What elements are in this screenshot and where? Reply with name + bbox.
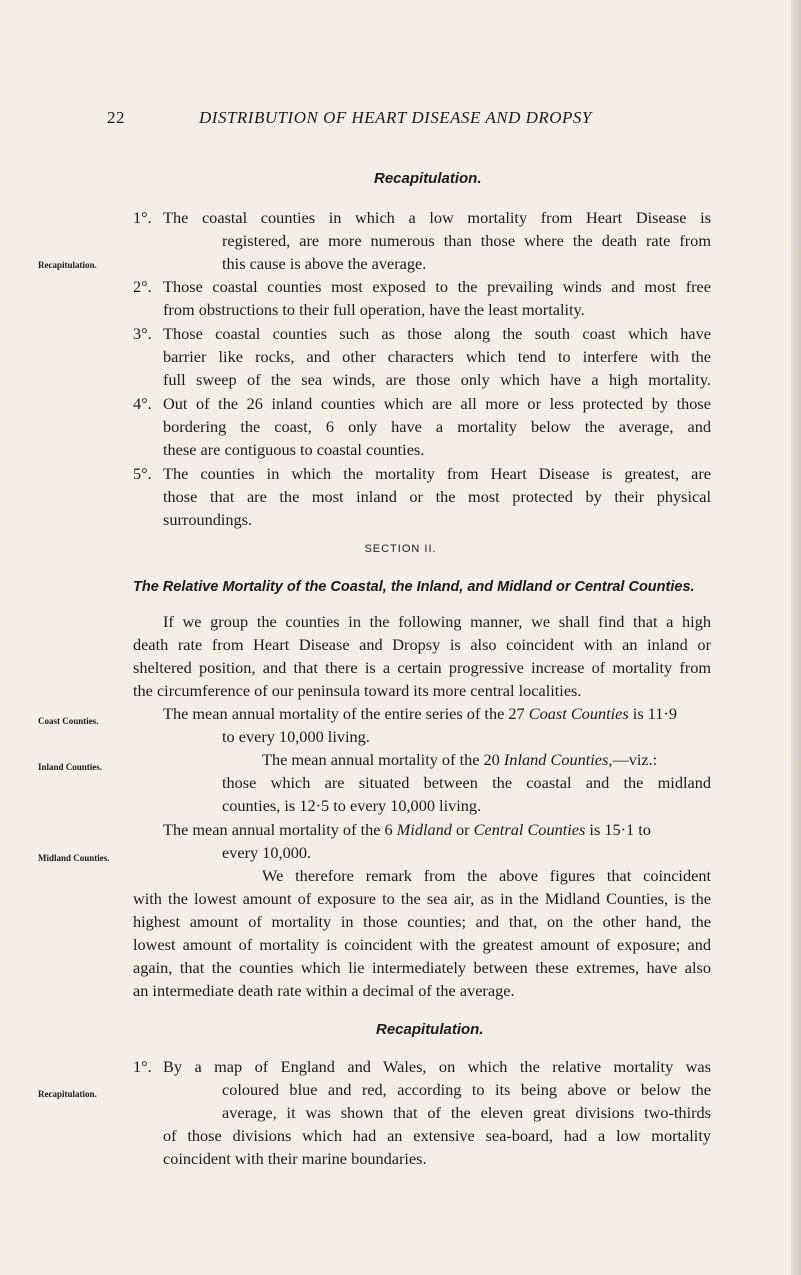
running-title: DISTRIBUTION OF HEART DISEASE AND DROPSY (199, 108, 592, 127)
margin-note-recap2: Recapitulation. (38, 1089, 97, 1099)
margin-note-coast: Coast Counties. (38, 716, 99, 726)
page-edge (791, 0, 801, 1275)
page: 22 DISTRIBUTION OF HEART DISEASE AND DROPSY Recapitulation. Recapitulation. 1°. The coastal counties in which a low mortality from Heart Disease is registered, are more numerous than those where the death rate from this cause is above the average. 2°. Those coastal counties most exposed to the prevailing winds and most free from obstructions to their full operation, have the least mortality. 3°. Those coastal counties such as those along the south coast which have barrier like rocks, and other characters which tend to interfere with the full sweep of the sea winds, are those only which have a high mortality. 4°. Out of the 26 inland counties which are all more or less protected by those bordering the coast, 6 only have a mortality below the average, and these are contiguous to coastal counties. 5°. The counties in which the mortality from Heart Disease is greatest, are those that are the most inland or the most protected by their physical surroundings. SECTION II. The Relative Mortality of the Coastal, the Inland, and Midland or Central Counties. If we group the counties in the following manner, we shall find that a high death rate from Heart Disease and Dropsy is also coincident with an inland or sheltered position, and that there is a certain progressive increase of mortality from the circumference of our peninsula toward its more central localities. Coast Counties. The mean annual mortality of the entire series of the 27 Coast Counties is 11·9 to every 10,000 living. Inland Counties. The mean annual mortality of the 20 Inland Counties,—viz.: those which are situated between the coastal and the midland counties, is 12·5 to every 10,000 living. Midland Counties. The mean annual mortality of the 6 Midland or Central Counties is 15·1 to every 10,000. We therefore remark from the above figures that coincident with the lowest amount of exposure to the sea air, as in the Midland Counties, is the highest amount of mortality in those counties; and that, on the other hand, the lowest amount of mortality is coincident with the greatest amount of exposure; and again, that the counties which lie intermediately between these extremes, have also an intermediate death rate within a decimal of the average. Recapitulation. Recapitulation. 1°. By a map of England and Wales, on which the relative mortality was coloured blue and red, according to its being above or below the average, it was shown that of the eleven great divisions two-thirds of those divisions which had an extensive sea-board, had a low mortality coincident with their marine boundaries. (0, 0, 801, 1275)
recap-heading: Recapitulation. (374, 170, 482, 187)
section-label: SECTION II. (364, 543, 437, 555)
margin-note-inland: Inland Counties. (38, 762, 103, 772)
section-title: The Relative Mortality of the Coastal, the Inland, and Midland or Central Counties. (133, 579, 695, 595)
recap2-heading: Recapitulation. (376, 1021, 484, 1038)
margin-note-midland: Midland Counties. (38, 853, 110, 863)
margin-note-recap: Recapitulation. (38, 260, 97, 270)
page-number: 22 (107, 108, 125, 127)
